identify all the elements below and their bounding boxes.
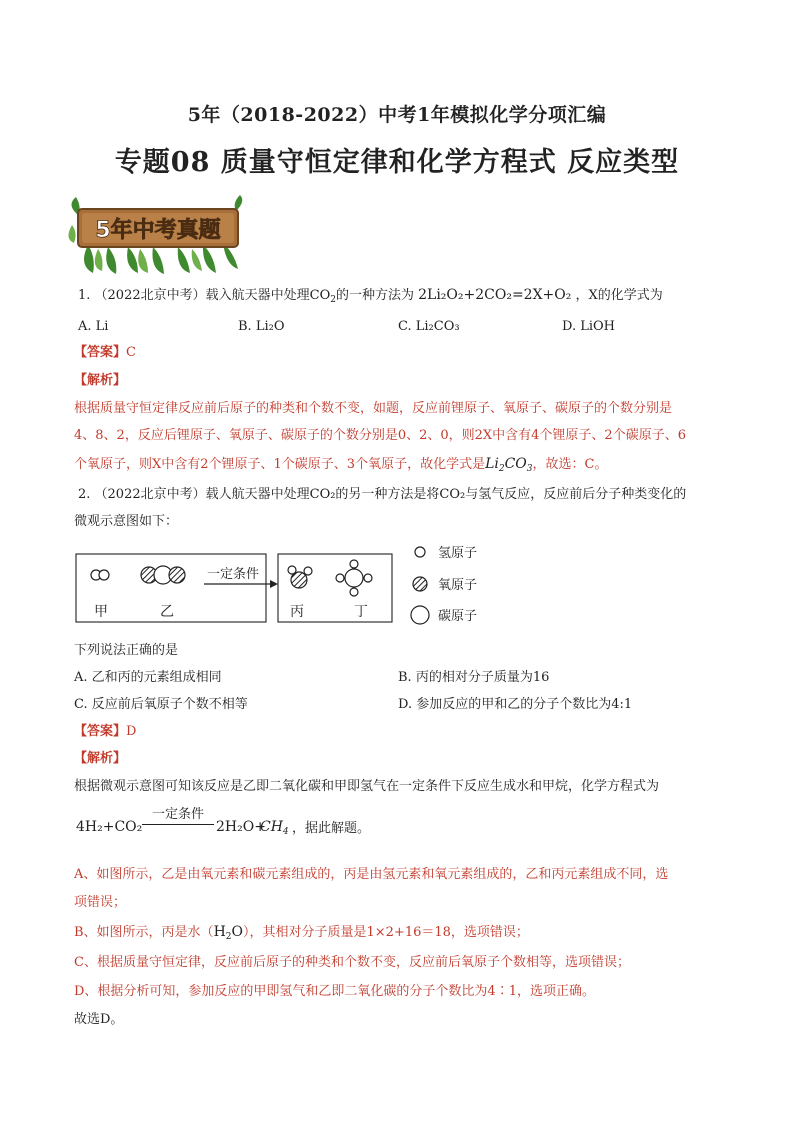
leaf-banner-icon	[68, 195, 246, 275]
q2-analysis-c: C、根据质量守恒定律，反应前后原子的种类和个数不变，反应前后氧原子个数相等，选项错误；	[74, 955, 630, 970]
q2-analysis-line1: 根据微观示意图可知该反应是乙即二氧化碳和甲即氢气在一定条件下反应生成水和甲烷，化学方程式为	[74, 779, 660, 794]
label-ding: 丁	[354, 604, 368, 620]
co2-molecule-icon	[141, 566, 185, 584]
q1-analysis-line1: 根据质量守恒定律反应前后原子的种类和个数不变，如题，反应前锂原子、氧原子、碳原子的个数分别是	[74, 401, 673, 416]
q1-analysis-line2: 4、8、2，反应后锂原子、氧原子、碳原子的个数分别是0、2、0，则2X中含有4个锂原子、2个碳原子、6	[74, 428, 686, 443]
q2-prompt: 下列说法正确的是	[74, 643, 179, 658]
q2-option-c[interactable]: C. 反应前后氧原子个数不相等	[74, 697, 248, 712]
q2-analysis-b: B、如图所示，丙是水$(H_2O)$，其相对分子质量是1×2+16＝18，选项错误；	[74, 924, 529, 942]
oxygen-atom-icon	[413, 577, 427, 591]
q1-analysis-label: 【解析】	[74, 373, 127, 388]
section-badge	[68, 195, 246, 275]
h2o-molecule-icon	[288, 566, 312, 588]
q1-option-a[interactable]: A. Li	[78, 319, 109, 334]
arrow-label: 一定条件	[207, 567, 260, 582]
ch4-molecule-icon	[336, 560, 372, 596]
q2-option-d[interactable]: D. 参加反应的甲和乙的分子个数比为4:1	[398, 697, 633, 712]
page-subtitle: 5年（2018-2022）中考1年模拟化学分项汇编	[187, 104, 607, 126]
q2-answer: 【答案】D	[74, 724, 137, 739]
diagram-legend	[408, 540, 528, 630]
label-yi: 乙	[160, 604, 174, 620]
arrow-icon	[266, 580, 278, 588]
q2-option-a[interactable]: A. 乙和丙的元素组成相同	[74, 670, 222, 685]
q1-option-b[interactable]: B. Li₂O	[238, 319, 285, 334]
q2-equation: 4H₂+CO₂ 一定条件 2H₂O+ $CH_4$ ，据此解题。	[76, 807, 371, 837]
q2-stem-line2: 微观示意图如下：	[74, 514, 179, 529]
q1-option-d[interactable]: D. LiOH	[562, 319, 616, 334]
carbon-atom-icon	[411, 606, 429, 624]
q1-option-c[interactable]: C. Li₂CO₃	[398, 319, 460, 334]
q2-analysis-a-line1: A、如图所示，乙是由氧元素和碳元素组成的，丙是由氢元素和氧元素组成的，乙和丙元素组成不同，选	[74, 867, 669, 882]
badge-text: 5年中考真题	[95, 218, 221, 243]
q1-stem: 1. （2022北京中考）载入航天器中处理$CO_2$的一种方法为 2Li₂O₂+2CO₂=2X+O₂ ，X的化学式为	[78, 287, 663, 305]
q2-analysis-a-line2: 项错误；	[74, 895, 127, 910]
label-jia: 甲	[94, 604, 108, 620]
q2-analysis-d: D、根据分析可知，参加反应的甲即氢气和乙即二氧化碳的分子个数比为4∶1，选项正确。	[74, 984, 595, 999]
q1-analysis-line3: 个氧原子，则X中含有2个锂原子、1个碳原子、3个氧原子，故化学式是$Li_2CO_3$，故选：C。	[74, 456, 608, 474]
svg-text:氧原子: 氧原子	[438, 578, 478, 593]
q2-stem-line1: 2. （2022北京中考）载人航天器中处理CO₂的另一种方法是将CO₂与氢气反应，反应前后分子种类变化的	[78, 487, 687, 502]
page-title: 专题08 质量守恒定律和化学方程式 反应类型	[114, 147, 680, 178]
hydrogen-atom-icon	[415, 547, 425, 557]
q2-final: 故选D。	[74, 1012, 124, 1027]
q2-option-b[interactable]: B. 丙的相对分子质量为16	[398, 670, 550, 685]
q2-analysis-label: 【解析】	[74, 751, 127, 766]
q1-equation: 2Li₂O₂+2CO₂=2X+O₂	[418, 287, 572, 303]
q1-answer: 【答案】C	[74, 345, 136, 360]
label-bing: 丙	[290, 604, 304, 620]
svg-text:氢原子: 氢原子	[438, 546, 478, 561]
svg-text:碳原子: 碳原子	[438, 609, 478, 624]
h2-molecule-icon	[91, 570, 109, 580]
